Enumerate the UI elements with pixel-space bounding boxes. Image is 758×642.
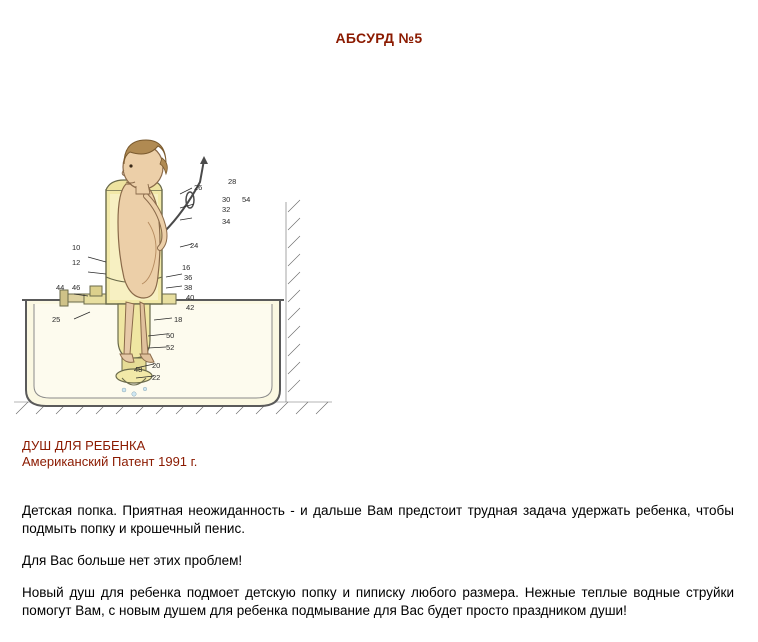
caption-subtitle: Американский Патент 1991 г. (22, 454, 198, 469)
svg-text:24: 24 (190, 241, 199, 250)
svg-text:48: 48 (134, 365, 143, 374)
svg-text:44: 44 (56, 283, 65, 292)
svg-text:32: 32 (222, 205, 231, 214)
svg-text:54: 54 (242, 195, 251, 204)
svg-text:34: 34 (222, 217, 231, 226)
svg-text:50: 50 (166, 331, 175, 340)
svg-text:52: 52 (166, 343, 175, 352)
svg-text:18: 18 (174, 315, 183, 324)
svg-text:22: 22 (152, 373, 161, 382)
svg-text:12: 12 (72, 258, 81, 267)
paragraph-2: Для Вас больше нет этих проблем! (22, 552, 243, 568)
svg-text:46: 46 (72, 283, 81, 292)
svg-text:42: 42 (186, 303, 195, 312)
svg-text:25: 25 (52, 315, 61, 324)
patent-figure (14, 72, 334, 427)
svg-text:36: 36 (184, 273, 193, 282)
caption-title: ДУШ ДЛЯ РЕБЕНКА (22, 438, 146, 453)
svg-text:30: 30 (222, 195, 231, 204)
svg-text:28: 28 (228, 177, 237, 186)
svg-text:40: 40 (186, 293, 195, 302)
figure-caption (22, 438, 732, 470)
body-text (22, 488, 734, 620)
paragraph-3: Новый душ для ребенка подмоет детскую попку и пиписку любого размера. Нежные теплые водные струйки помогут Вам, с новым душем для ребенка подмывание для Вас будет просто праздником души! (22, 584, 734, 618)
svg-text:26: 26 (194, 183, 203, 192)
paragraph-1: Детская попка. Приятная неожиданность - и дальше Вам предстоит трудная задача удержать ребенка, чтобы подмыть попку и крошечный пенис. (22, 502, 734, 536)
svg-text:20: 20 (152, 361, 161, 370)
svg-text:16: 16 (182, 263, 191, 272)
svg-text:38: 38 (184, 283, 193, 292)
svg-text:10: 10 (72, 243, 81, 252)
page-title: АБСУРД №5 (335, 30, 423, 46)
